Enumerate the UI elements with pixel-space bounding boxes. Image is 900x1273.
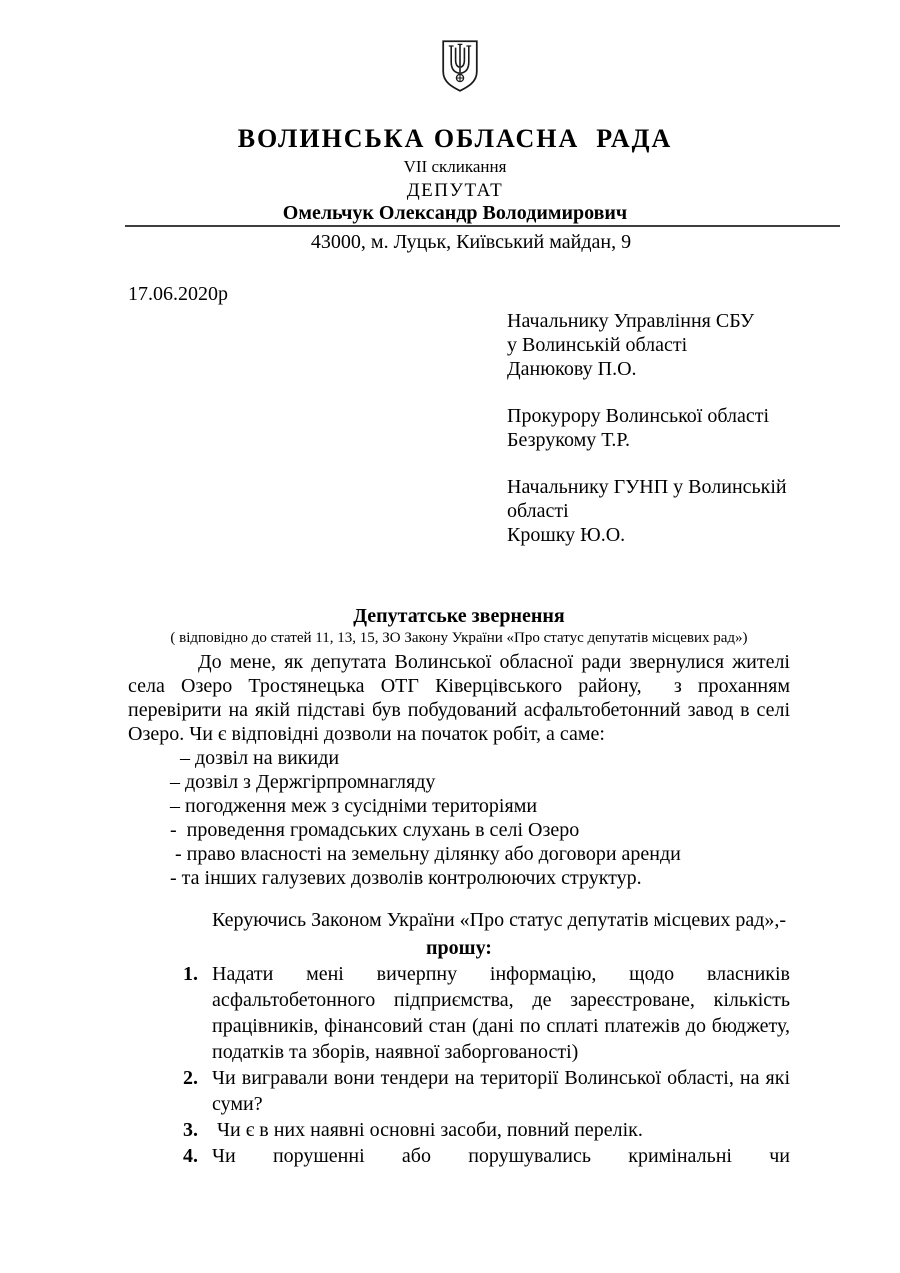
addressee-sbu (507, 309, 790, 381)
request-item (128, 1143, 790, 1169)
request-number: 2. (183, 1067, 198, 1089)
addressee-prosecutor (507, 404, 790, 452)
list-item: – погодження меж з сусідніми територіями (170, 795, 538, 817)
addressee-line: Безрукому Т.Р. (507, 429, 631, 451)
document-subtitle: ( відповідно до статей 11, 13, 15, ЗО Закону України «Про статус депутатів місцевих рад») (170, 630, 748, 646)
document-date: 17.06.2020р (128, 283, 228, 305)
letterhead-divider (125, 225, 840, 227)
request-item (128, 1117, 790, 1143)
convocation-label: VII скликання (403, 157, 507, 176)
request-text: Чи є в них наявні основні засоби, повний перелік. (212, 1119, 643, 1141)
request-text: Надати мені вичерпну інформацію, щодо власників асфальтобетонного підприємства, де зареєстроване, кількість працівників, фінансовий стан (дані по сплаті платежів до бюджету, податків та зборів, наявної заборгованості) (212, 963, 795, 1063)
permit-list (128, 746, 790, 890)
list-item: – дозвіл на викиди (170, 747, 340, 769)
list-item: - та інших галузевих дозволів контролюючих структур. (170, 867, 642, 889)
addressee-police (507, 475, 790, 547)
letterhead-address: 43000, м. Луцьк, Київський майдан, 9 (310, 231, 632, 253)
addressee-block (507, 309, 790, 547)
addressee-line: Данюкову П.О. (507, 358, 637, 380)
addressee-line: Прокурору Волинської області (507, 405, 770, 427)
request-number: 3. (183, 1119, 198, 1141)
deputy-role-label: ДЕПУТАТ (406, 180, 504, 201)
list-item: - право власності на земельну ділянку або договори аренди (170, 843, 681, 865)
addressee-line: Начальнику Управління СБУ (507, 310, 755, 332)
document-title: Депутатське звернення (353, 605, 565, 627)
addressee-line: у Волинській області (507, 334, 688, 356)
request-item (128, 961, 795, 1065)
request-number: 4. (183, 1145, 198, 1167)
addressee-line: Начальнику ГУНП у Волинській (507, 476, 787, 498)
document-body (0, 282, 900, 1169)
legal-basis-paragraph: Керуючись Законом України «Про статус депутатів місцевих рад»,- (212, 909, 787, 931)
request-list (128, 961, 795, 1169)
trident-emblem-icon (440, 38, 480, 94)
request-heading: прошу: (426, 937, 492, 959)
addressee-line: області (507, 500, 569, 522)
organization-name: ВОЛИНСЬКА ОБЛАСНА РАДА (237, 124, 673, 153)
addressee-line: Крошку Ю.О. (507, 524, 626, 546)
request-text: Чи порушенні або порушувались кримінальні чи (212, 1145, 790, 1167)
deputy-name: Омельчук Олександр Володимирович (282, 202, 628, 224)
intro-paragraph: До мене, як депутата Волинської обласної ради звернулися жителі села Озеро Тростянецька ОТГ Ківерцівського району, з проханням перевірити на якій підставі був побудований асфальтобетонний завод в селі Озеро. Чи є відповідні дозволи на початок робіт, а саме: (128, 651, 795, 745)
request-number: 1. (183, 963, 198, 985)
request-text: Чи вигравали вони тендери на території Волинської області, на які суми? (212, 1067, 795, 1115)
list-item: – дозвіл з Держгірпромнагляду (170, 771, 436, 793)
letterhead (20, 0, 900, 99)
list-item: - проведення громадських слухань в селі Озеро (170, 819, 580, 841)
request-item (128, 1065, 795, 1117)
